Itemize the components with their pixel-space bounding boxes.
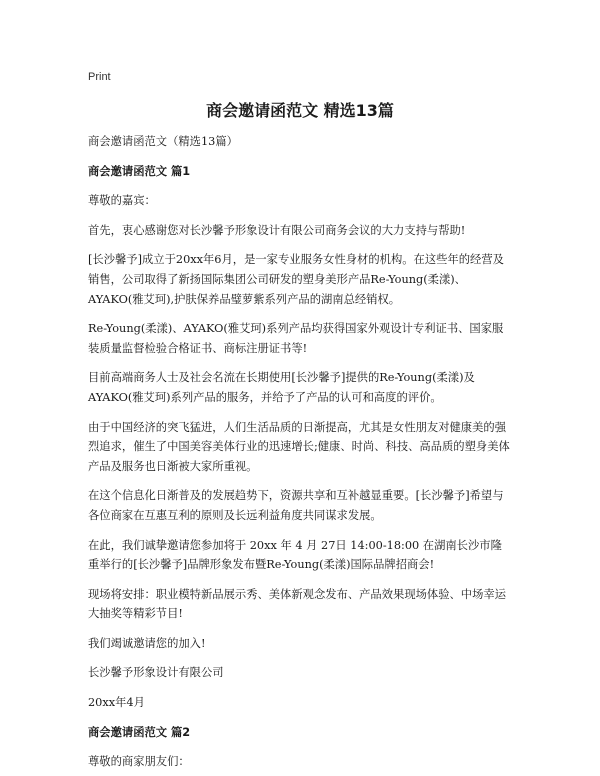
signature-company: 长沙馨予形象设计有限公司	[88, 666, 224, 680]
paragraph: 尊敬的嘉宾：	[88, 194, 156, 208]
paragraph: 在此，我们诚挚邀请您参加将于 20xx 年 4 月 27日 14:00-18:00 在湖南长沙市隆重举行的[长沙馨予]品牌形象发布暨Re-Young(柔漾)国际品牌招商会!	[88, 538, 502, 572]
paragraph: 由于中国经济的突飞猛进，人们生活品质的日渐提高，尤其是女性朋友对健康美的强烈追求，催生了中国美容美体行业的迅速增长;健康、时尚、科技、高品质的塑身美体产品及服务也日渐被大家所重视。	[88, 420, 510, 473]
section-heading: 商会邀请函范文 篇2	[88, 725, 191, 739]
document-subtitle: 商会邀请函范文（精选13篇）	[88, 135, 238, 148]
paragraph: 我们竭诚邀请您的加入!	[88, 636, 206, 650]
paragraph: 现场将安排：职业模特新品展示秀、美体新观念发布、产品效果现场体验、中场幸运大抽奖等精彩节目!	[88, 587, 506, 621]
paragraph: 目前高端商务人士及社会名流在长期使用[长沙馨予]提供的Re-Young(柔漾)及AYAKO(雅艾珂)系列产品的服务，并给予了产品的认可和高度的评价。	[88, 371, 475, 404]
section-heading: 商会邀请函范文 篇1	[88, 164, 191, 178]
paragraph: 在这个信息化日渐普及的发展趋势下，资源共享和互补越显重要。[长沙馨予]希望与各位商家在互惠互利的原则及长远利益角度共同谋求发展。	[88, 489, 504, 522]
document-title: 商会邀请函范文 精选13篇	[206, 101, 394, 120]
print-label: Print	[88, 71, 111, 83]
signature-date: 20xx年4月	[88, 696, 145, 710]
paragraph: 尊敬的商家朋友们：	[88, 755, 190, 769]
paragraph: Re-Young(柔漾)、AYAKO(雅艾珂)系列产品均获得国家外观设计专利证书、国家服装质量监督检验合格证书、商标注册证书等!	[88, 322, 504, 355]
paragraph: [长沙馨予]成立于20xx年6月，是一家专业服务女性身材的机构。在这些年的经营及销售，公司取得了新扬国际集团公司研发的塑身美形产品Re-Young(柔漾)、AYAKO(雅艾珂),护肤保养品璧萝紫系列产品的湖南总经销权。	[88, 253, 504, 306]
paragraph: 首先，衷心感谢您对长沙馨予形象设计有限公司商务会议的大力支持与帮助!	[88, 223, 466, 237]
document-body	[88, 132, 513, 772]
